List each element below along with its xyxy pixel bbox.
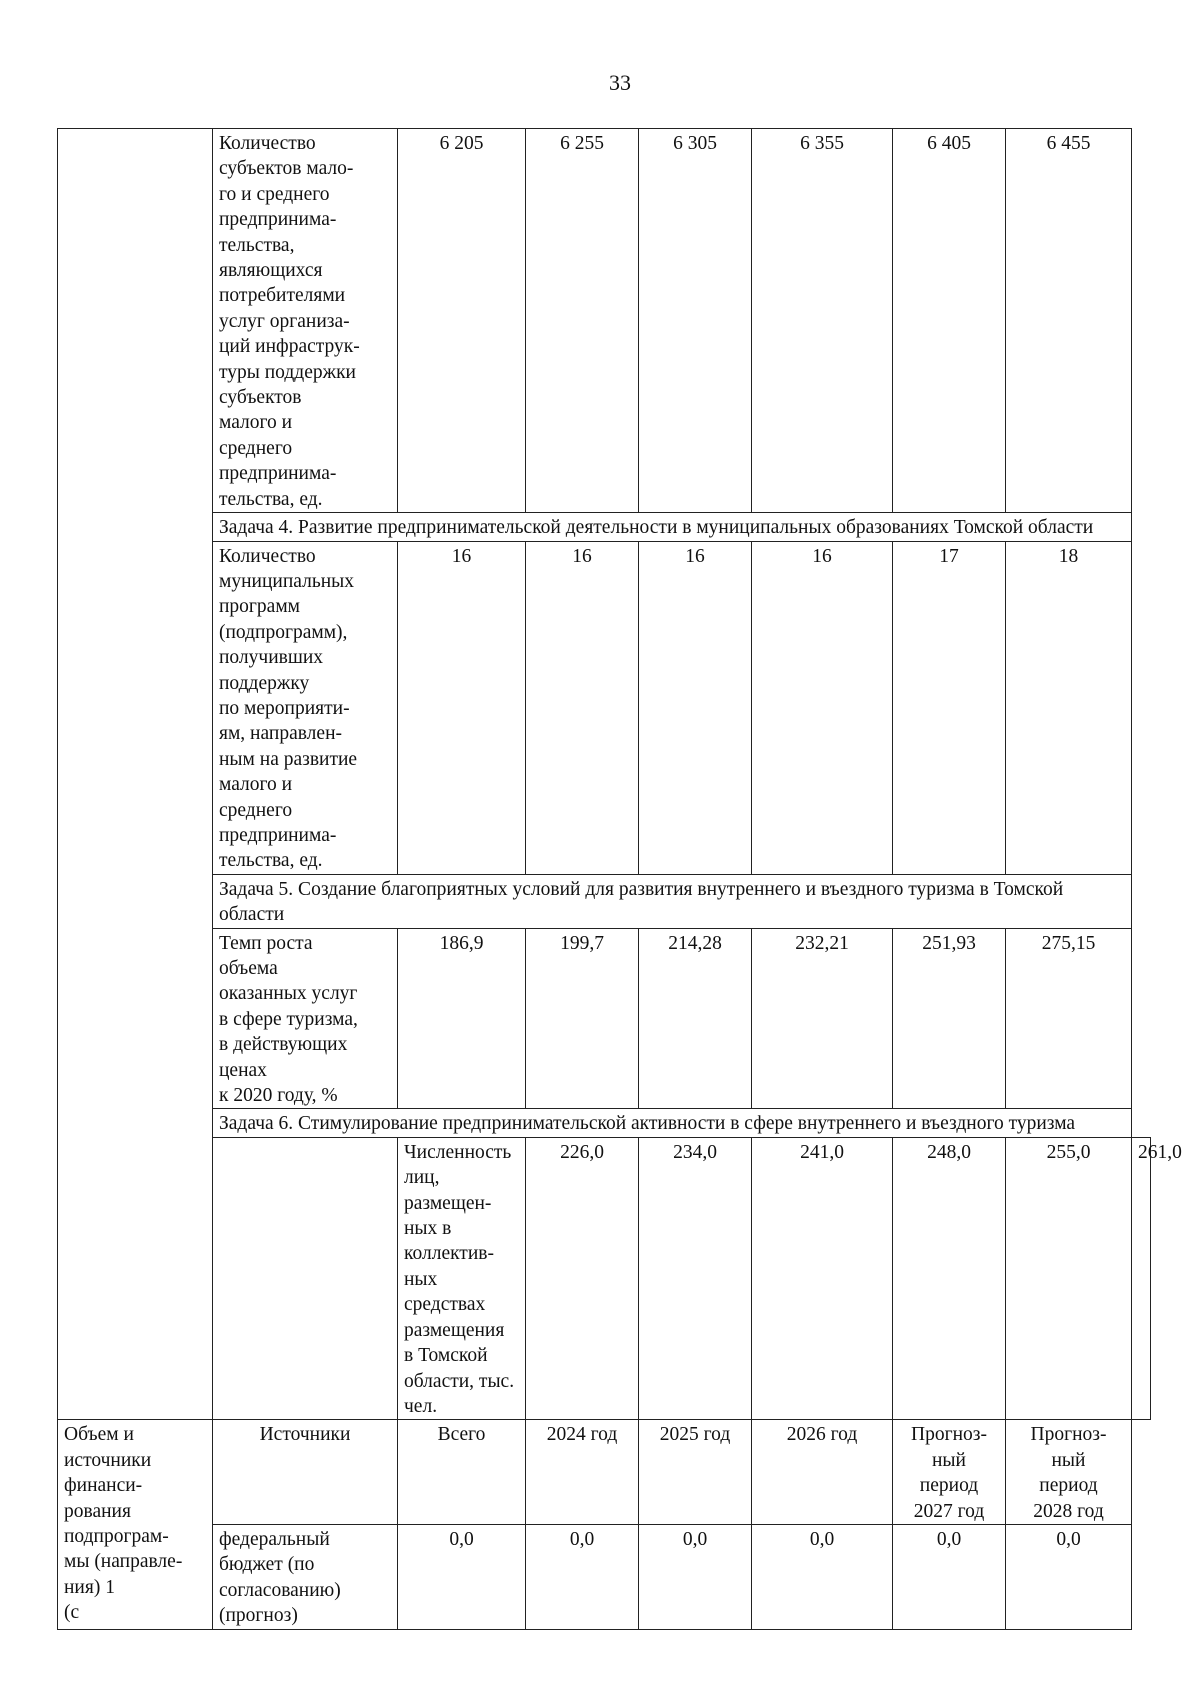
section-label-empty: [213, 1137, 398, 1419]
finance-row: [58, 1524, 1151, 1629]
value-cell: 232,21: [752, 928, 893, 1109]
header-2024: 2024 год: [526, 1420, 639, 1525]
task-title: Задача 4. Развитие предпринимательской деятельности в муниципальных образованиях Томской области: [213, 513, 1132, 541]
finance-value: 0,0: [893, 1524, 1006, 1629]
value-cell: 6 255: [526, 129, 639, 513]
value-cell: 234,0: [639, 1137, 752, 1419]
finance-section-label: Объем и источники финанси- рования подпрограм- мы (направле- ния) 1 (с: [58, 1420, 213, 1629]
value-cell: 275,15: [1006, 928, 1132, 1109]
header-2025: 2025 год: [639, 1420, 752, 1525]
finance-value: 0,0: [526, 1524, 639, 1629]
value-cell: 6 305: [639, 129, 752, 513]
value-cell: 16: [398, 541, 526, 874]
value-cell: 16: [526, 541, 639, 874]
value-cell: 199,7: [526, 928, 639, 1109]
indicator-row: [58, 541, 1151, 874]
indicator-label: Темп роста объема оказанных услуг в сфере туризма, в действующих ценах к 2020 году, %: [213, 928, 398, 1109]
value-cell: 255,0: [1006, 1137, 1132, 1419]
task-row: [58, 1109, 1151, 1137]
value-cell: 241,0: [752, 1137, 893, 1419]
indicator-label: Численность лиц, размещен- ных в коллектив- ных средствах размещения в Томской области, тыс. чел.: [398, 1137, 526, 1419]
value-cell: 18: [1006, 541, 1132, 874]
finance-value: 0,0: [752, 1524, 893, 1629]
section-label-empty: [58, 129, 213, 1420]
finance-value: 0,0: [398, 1524, 526, 1629]
value-cell: 226,0: [526, 1137, 639, 1419]
header-2026: 2026 год: [752, 1420, 893, 1525]
task-row: [58, 874, 1151, 928]
finance-source-label: федеральный бюджет (по согласованию) (прогноз): [213, 1524, 398, 1629]
header-sources: Источники: [213, 1420, 398, 1525]
value-cell: 261,0: [1132, 1137, 1151, 1419]
indicator-label: Количество муниципальных программ (подпрограмм), получивших поддержку по мероприяти- ям, направлен- ным на развитие малого и среднего предпринима- тельства, ед.: [213, 541, 398, 874]
indicator-row: [58, 129, 1151, 513]
value-cell: 186,9: [398, 928, 526, 1109]
task-row: [58, 513, 1151, 541]
value-cell: 16: [639, 541, 752, 874]
task-title: Задача 6. Стимулирование предпринимательской активности в сфере внутреннего и въездного туризма: [213, 1109, 1132, 1137]
value-cell: 6 205: [398, 129, 526, 513]
value-cell: 16: [752, 541, 893, 874]
program-table: [57, 128, 1182, 1630]
value-cell: 251,93: [893, 928, 1006, 1109]
value-cell: 248,0: [893, 1137, 1006, 1419]
value-cell: 6 405: [893, 129, 1006, 513]
value-cell: 6 355: [752, 129, 893, 513]
page-number: 33: [609, 70, 631, 95]
header-2027: Прогноз- ный период 2027 год: [893, 1420, 1006, 1525]
header-total: Всего: [398, 1420, 526, 1525]
task-title: Задача 5. Создание благоприятных условий для развития внутреннего и въездного туризма в Томской области: [213, 874, 1132, 928]
header-2028: Прогноз- ный период 2028 год: [1006, 1420, 1132, 1525]
finance-value: 0,0: [1006, 1524, 1132, 1629]
indicator-row: [58, 928, 1151, 1109]
value-cell: 17: [893, 541, 1006, 874]
value-cell: 6 455: [1006, 129, 1132, 513]
finance-value: 0,0: [639, 1524, 752, 1629]
value-cell: 214,28: [639, 928, 752, 1109]
indicator-label: Количество субъектов мало- го и среднего предпринима- тельства, являющихся потребителями услуг организа- ций инфраструк- туры поддержки субъектов малого и среднего предпринима- тельства, ед.: [213, 129, 398, 513]
indicator-row: [58, 1137, 1151, 1419]
finance-header-row: [58, 1420, 1151, 1525]
